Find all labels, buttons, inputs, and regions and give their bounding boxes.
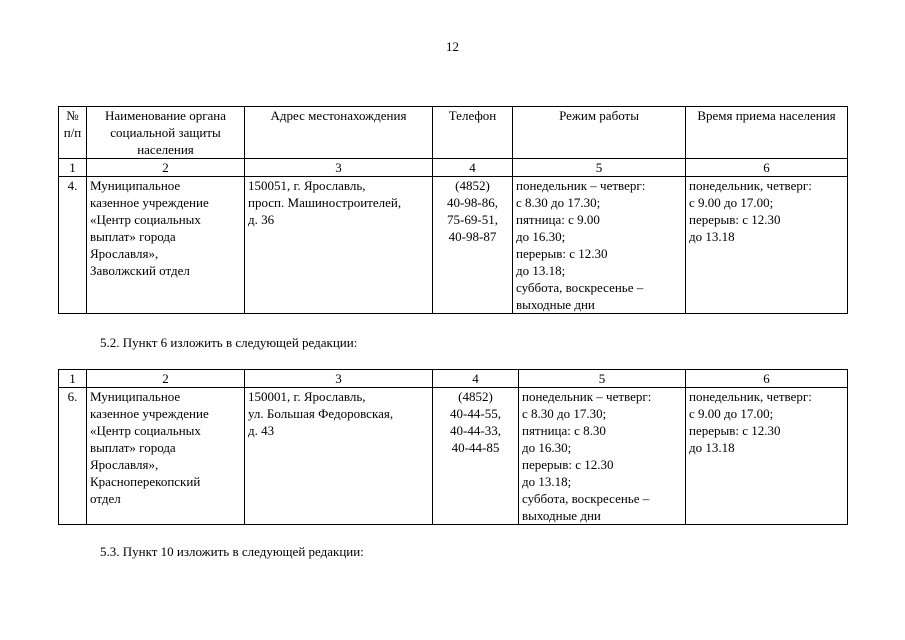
reception-line: перерыв: с 12.30 [689, 423, 781, 438]
schedule-line: понедельник – четверг: [516, 178, 646, 193]
phone-line: (4852) [458, 389, 493, 404]
schedule-line: до 13.18; [516, 263, 566, 278]
col-number: 6 [686, 370, 848, 388]
address-line: ул. Большая Федоровская, [248, 406, 394, 421]
schedule-cell [519, 388, 686, 525]
header-schedule: Режим работы [513, 107, 686, 159]
schedule-line: до 16.30; [522, 440, 572, 455]
col-number: 4 [433, 159, 513, 177]
schedule-line: пятница: с 9.00 [516, 212, 600, 227]
reception-line: с 9.00 до 17.00; [689, 195, 774, 210]
header-phone: Телефон [433, 107, 513, 159]
organ-name-line: Заволжский отдел [90, 263, 190, 278]
header-reception: Время приема населения [686, 107, 848, 159]
header-address: Адрес местонахождения [245, 107, 433, 159]
reception-line: до 13.18 [689, 229, 735, 244]
reception-line: до 13.18 [689, 440, 735, 455]
table-row [59, 177, 848, 314]
col-number: 1 [59, 159, 87, 177]
row-number: 4. [59, 177, 87, 314]
address-line: д. 43 [248, 423, 275, 438]
reception-line: с 9.00 до 17.00; [689, 406, 774, 421]
col-number: 1 [59, 370, 87, 388]
organ-name-cell [87, 388, 245, 525]
col-number: 5 [519, 370, 686, 388]
header-organ-name: Наименование органа социальной защиты населения [87, 107, 245, 159]
col-number: 4 [433, 370, 519, 388]
table-row [59, 388, 848, 525]
social-protection-table-2 [58, 369, 848, 525]
col-number: 2 [87, 370, 245, 388]
phone-line: (4852) [455, 178, 490, 193]
schedule-line: пятница: с 8.30 [522, 423, 606, 438]
reception-cell [686, 388, 848, 525]
reception-line: понедельник, четверг: [689, 178, 812, 193]
address-line: 150001, г. Ярославль, [248, 389, 366, 404]
table-header-row [59, 107, 848, 159]
col-number: 2 [87, 159, 245, 177]
organ-name-line: Ярославля», [90, 457, 159, 472]
schedule-line: выходные дни [516, 297, 595, 312]
col-number: 5 [513, 159, 686, 177]
column-number-row [59, 370, 848, 388]
schedule-line: суббота, воскресенье – [522, 491, 650, 506]
address-line: 150051, г. Ярославль, [248, 178, 366, 193]
address-line: д. 36 [248, 212, 275, 227]
organ-name-line: Муниципальное [90, 389, 181, 404]
column-number-row [59, 159, 848, 177]
schedule-line: выходные дни [522, 508, 601, 523]
address-cell [245, 388, 433, 525]
paragraph-5-3: 5.3. Пункт 10 изложить в следующей редакции: [100, 544, 364, 559]
schedule-line: до 16.30; [516, 229, 566, 244]
paragraph-5-2: 5.2. Пункт 6 изложить в следующей редакции: [100, 335, 358, 350]
schedule-cell [513, 177, 686, 314]
organ-name-line: отдел [90, 491, 121, 506]
organ-name-line: выплат» города [90, 229, 176, 244]
organ-name-line: казенное учреждение [90, 195, 209, 210]
schedule-line: с 8.30 до 17.30; [516, 195, 601, 210]
phone-line: 40-44-33, [450, 423, 501, 438]
organ-name-line: Муниципальное [90, 178, 181, 193]
phone-line: 40-98-87 [448, 229, 497, 244]
address-line: просп. Машиностроителей, [248, 195, 402, 210]
schedule-line: до 13.18; [522, 474, 572, 489]
organ-name-line: выплат» города [90, 440, 176, 455]
schedule-line: понедельник – четверг: [522, 389, 652, 404]
social-protection-table-1 [58, 106, 848, 314]
schedule-line: суббота, воскресенье – [516, 280, 644, 295]
organ-name-line: Ярославля», [90, 246, 159, 261]
phone-cell [433, 177, 513, 314]
col-number: 6 [686, 159, 848, 177]
phone-line: 40-44-85 [451, 440, 500, 455]
organ-name-line: казенное учреждение [90, 406, 209, 421]
page-number: 12 [446, 39, 459, 54]
organ-name-cell [87, 177, 245, 314]
phone-line: 40-98-86, [447, 195, 498, 210]
row-number: 6. [59, 388, 87, 525]
schedule-line: перерыв: с 12.30 [522, 457, 614, 472]
phone-cell [433, 388, 519, 525]
header-num: № п/п [59, 107, 87, 159]
reception-line: понедельник, четверг: [689, 389, 812, 404]
col-number: 3 [245, 370, 433, 388]
phone-line: 40-44-55, [450, 406, 501, 421]
col-number: 3 [245, 159, 433, 177]
schedule-line: перерыв: с 12.30 [516, 246, 608, 261]
organ-name-line: Красноперекопский [90, 474, 201, 489]
reception-cell [686, 177, 848, 314]
organ-name-line: «Центр социальных [90, 212, 201, 227]
organ-name-line: «Центр социальных [90, 423, 201, 438]
address-cell [245, 177, 433, 314]
phone-line: 75-69-51, [447, 212, 498, 227]
reception-line: перерыв: с 12.30 [689, 212, 781, 227]
schedule-line: с 8.30 до 17.30; [522, 406, 607, 421]
